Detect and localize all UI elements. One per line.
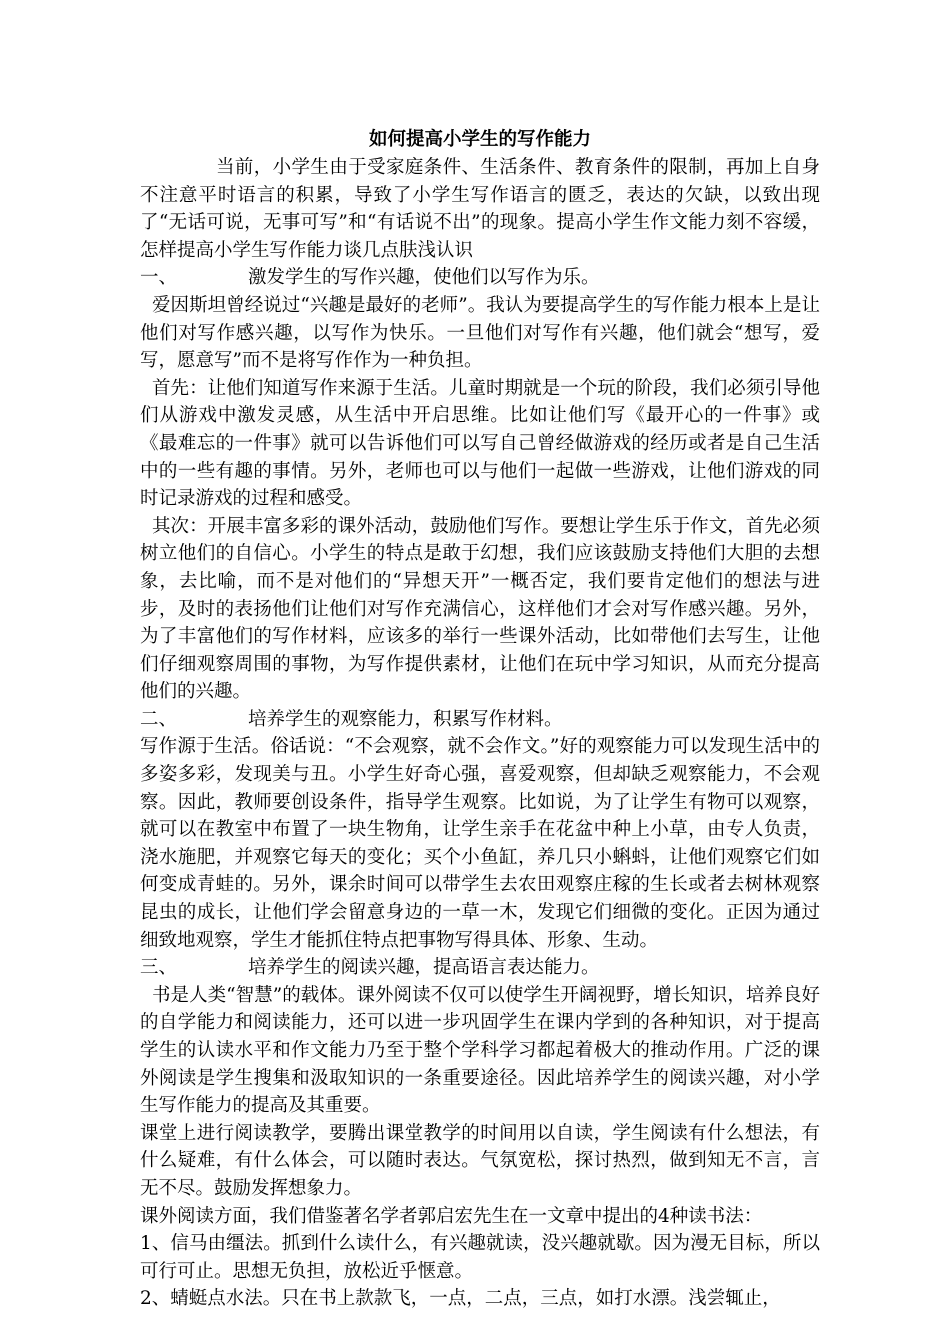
document-title: 如何提高小学生的写作能力 [368, 129, 591, 150]
paragraph: 课堂上进行阅读教学，要腾出课堂教学的时间用以自读，学生阅读有什么想法，有什么疑难，有什么体会，可以随时表达。气氛宽松，探讨热烈，做到知无不言，言无不尽。鼓励发挥想象力。 [140, 1122, 820, 1199]
paragraph: 写作源于生活。俗话说：“不会观察，就不会作文。”好的观察能力可以发现生活中的多姿多彩，发现美与丑。小学生好奇心强，喜爱观察，但却缺乏观察能力，不会观察。因此，教师要创设条件，指导学生观察。比如说，为了让学生有物可以观察，就可以在教室中布置了一块生物角，让学生亲手在花盆中种上小草，由专人负责，浇水施肥，并观察它每天的变化；买个小鱼缸，养几只小蝌蚪，让他们观察它们如何变成青蛙的。另外，课余时间可以带学生去农田观察庄稼的生长或者去树林观察昆虫的成长，让他们学会留意身边的一草一木，发现它们细微的变化。正因为通过细致地观察，学生才能抓住特点把事物写得具体、形象、生动。 [140, 736, 820, 951]
paragraph: 其次：开展丰富多彩的课外活动，鼓励他们写作。要想让学生乐于作文，首先必须树立他们的自信心。小学生的特点是敢于幻想，我们应该鼓励支持他们大胆的去想象，去比喻，而不是对他们的“异想天开”一概否定，我们要肯定他们的想法与进步，及时的表扬他们让他们对写作充满信心，这样他们才会对写作感兴趣。另外，为了丰富他们的写作材料，应该多的举行一些课外活动，比如带他们去写生，让他们仔细观察周围的事物，为写作提供素材，让他们在玩中学习知识，从而充分提高他们的兴趣。 [140, 515, 820, 703]
paragraph: 课外阅读方面，我们借鉴著名学者郭启宏先生在一文章中提出的4种读书法： [140, 1205, 763, 1227]
paragraph: 书是人类“智慧”的载体。课外阅读不仅可以使学生开阔视野，增长知识，培养良好的自学能力和阅读能力，还可以进一步巩固学生在课内学到的各种知识，对于提高学生的认读水平和作文能力乃至于整个学科学习都起着极大的推动作用。广泛的课外阅读是学生搜集和汲取知识的一条重要途径。因此培养学生的阅读兴趣，对小学生写作能力的提高及其重要。 [140, 984, 820, 1117]
section-number: 二、 [140, 708, 178, 730]
section-heading-3 [140, 954, 820, 982]
document-page [140, 126, 820, 1313]
paragraph: 爱因斯坦曾经说过“兴趣是最好的老师”。我认为要提高学生的写作能力根本上是让他们对写作感兴趣，以写作为快乐。一旦他们对写作有兴趣，他们就会“想写，爱写，愿意写”而不是将写作作为一种负担。 [140, 294, 820, 372]
section-number: 一、 [140, 267, 178, 289]
intro-paragraph: 当前，小学生由于受家庭条件、生活条件、教育条件的限制，再加上自身不注意平时语言的积累，导致了小学生写作语言的匮乏，表达的欠缺，以致出现了“无话可说，无事可写”和“有话说不出”的现象。提高小学生作文能力刻不容缓，怎样提高小学生写作能力谈几点肤浅认识 [140, 157, 820, 261]
section-heading-text: 培养学生的观察能力，积累写作材料。 [248, 708, 563, 730]
section-heading-1 [140, 264, 820, 292]
paragraph: 首先：让他们知道写作来源于生活。儿童时期就是一个玩的阶段，我们必须引导他们从游戏中激发灵感，从生活中开启思维。比如让他们写《最开心的一件事》或《最难忘的一件事》就可以告诉他们可以写自己曾经做游戏的经历或者是自己生活中的一些有趣的事情。另外，老师也可以与他们一起做一些游戏，让他们游戏的同时记录游戏的过程和感受。 [140, 377, 820, 510]
section-number: 三、 [140, 957, 178, 979]
section-heading-text: 培养学生的阅读兴趣，提高语言表达能力。 [248, 957, 600, 979]
section-heading-text: 激发学生的写作兴趣，使他们以写作为乐。 [248, 267, 600, 289]
section-heading-2 [140, 706, 820, 734]
list-item: 1、信马由缰法。抓到什么读什么，有兴趣就读，没兴趣就歇。因为漫无目标，所以可行可止。思想无负担，放松近乎惬意。 [140, 1233, 820, 1282]
list-item: 2、蜻蜓点水法。只在书上款款飞，一点，二点，三点，如打水漂。浅尝辄止， [140, 1288, 781, 1310]
